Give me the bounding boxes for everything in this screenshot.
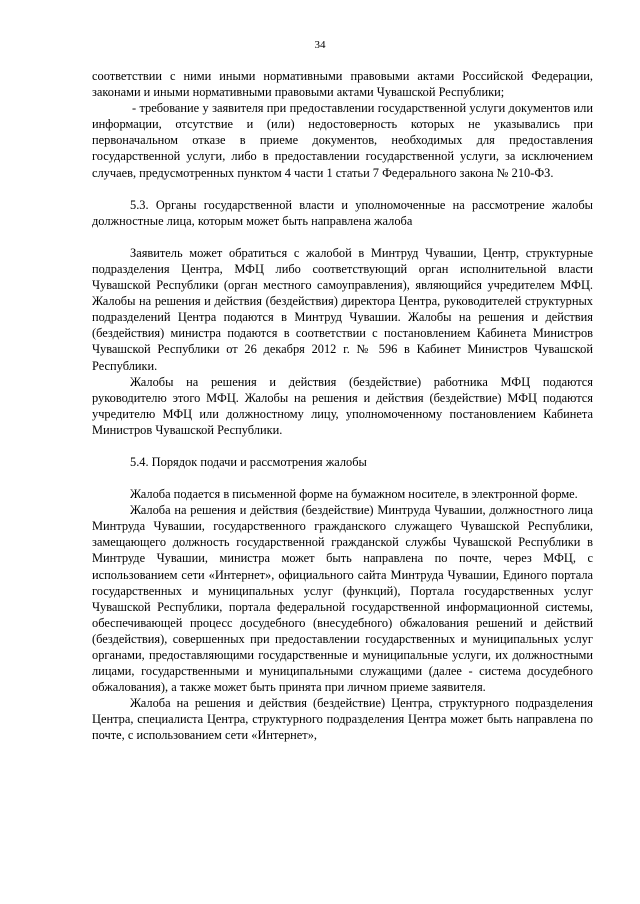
paragraph-center-complaint-channels: Жалоба на решения и действия (бездействие) Центра, структурного подразделения Центра, специалиста Центра, структурного подразделения Центра может быть направлена по почте, с использованием сети «Интернет»,: [92, 696, 593, 743]
paragraph-complaint-recipients: Заявитель может обратиться с жалобой в Минтруд Чувашии, Центр, структурные подразделения Центра, МФЦ либо соответствующий орган исполнительной власти Чувашской Республики (орган местного самоуправления), являющийся учредителем МФЦ. Жалобы на решения и действия (бездействия) директора Центра, руководителей структурных подразделений Центра подаются в Минтруд Чувашии. Жалобы на решения и действия (бездействия) министра подаются в соответствии с постановлением Кабинета Министров Чувашской Республики от 26 декабря 2012 г. № 596 в Кабинет Министров Чувашской Республики.: [92, 245, 593, 373]
paragraph-ministry-complaint-channels: Жалоба на решения и действия (бездействие) Минтруда Чувашии, должностного лица Минтруда Чувашии, государственного гражданского служащего Чувашской Республики, замещающего должность государственной гражданской службы Чувашской Республики в Минтруде Чувашии, министра может быть направлена по почте, через МФЦ, с использованием сети «Интернет», официального сайта Минтруда Чувашии, Единого портала государственных и муниципальных услуг (функций), Портала государственных услуг Чувашской Республики, портала федеральной государственной информационной системы, обеспечивающей процесс досудебного (внесудебного) обжалования решений и действий (бездействия), совершенных при предоставлении государственных и муниципальных услуг органами, предоставляющими государственные и муниципальные услуги, их должностными лицами, государственными и муниципальными служащими (далее - система досудебного обжалования), а также может быть принята при личном приеме заявителя.: [92, 503, 593, 695]
paragraph-mfc-complaints: Жалобы на решения и действия (бездействие) работника МФЦ подаются руководителю этого МФЦ. Жалобы на решения и действия (бездействие) МФЦ подаются учредителю МФЦ или должностному лицу, уполномоченному постановлением Кабинета Министров Чувашской Республики.: [92, 374, 593, 437]
section-heading-5-3: 5.3. Органы государственной власти и уполномоченные на рассмотрение жалобы должностные лица, которым может быть направлена жалоба: [92, 197, 593, 228]
paragraph-continuation: соответствии с ними иными нормативными правовыми актами Российской Федерации, законами и иными нормативными правовыми актами Чувашской Республики;: [92, 69, 593, 100]
section-heading-5-4: 5.4. Порядок подачи и рассмотрения жалобы: [130, 454, 367, 469]
document-body: [92, 68, 593, 744]
paragraph-complaint-form: Жалоба подается в письменной форме на бумажном носителе, в электронной форме.: [130, 487, 578, 502]
page-number: 34: [314, 39, 326, 51]
paragraph-requirement-item: - требование у заявителя при предоставлении государственной услуги документов или информации, отсутствие и (или) недостоверность которых не указывались при первоначальном отказе в приеме документов, необходимых для предоставления государственной услуги, либо в предоставлении государственной услуги, за исключением случаев, предусмотренных пунктом 4 части 1 статьи 7 Федерального закона № 210-ФЗ.: [92, 101, 593, 180]
